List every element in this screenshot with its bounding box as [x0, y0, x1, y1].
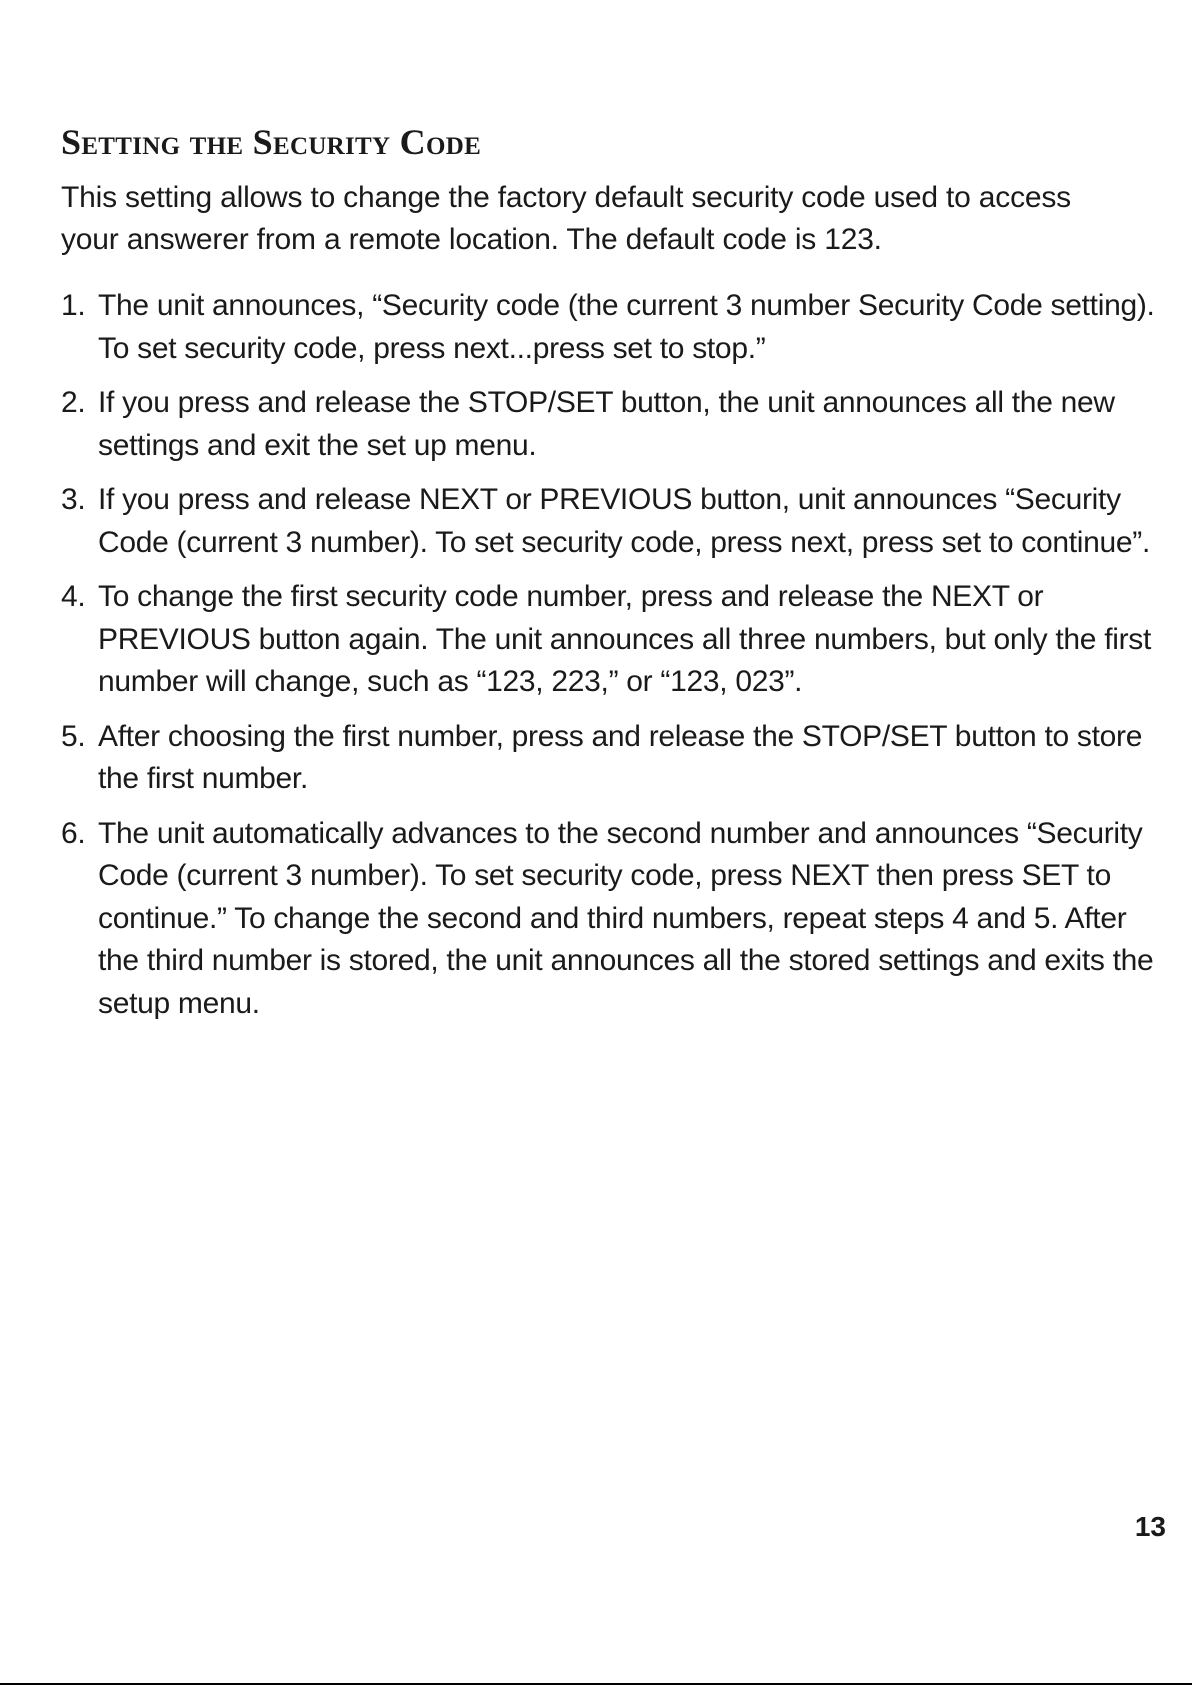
step-number: 6.	[61, 816, 86, 850]
step-number: 3.	[61, 483, 86, 516]
step-item-5	[61, 716, 1171, 801]
step-text: If you press and release the STOP/SET button, the unit announces all the new settings and exit the set up menu.	[98, 386, 1115, 462]
step-text: After choosing the first number, press and release the STOP/SET button to store the first number.	[98, 719, 1143, 795]
step-number: 5.	[61, 719, 86, 753]
step-item-1	[61, 285, 1171, 370]
step-item-4	[61, 576, 1171, 704]
step-item-6	[61, 813, 1171, 1026]
step-number: 4.	[61, 580, 86, 613]
step-item-2	[61, 382, 1171, 467]
steps-list	[61, 285, 1171, 1037]
step-number: 2.	[61, 386, 86, 419]
step-text: If you press and release NEXT or PREVIOUS button, unit announces “Security Code (current 3 number). To set security code, press next, press set to continue”.	[98, 483, 1151, 559]
step-text: The unit automatically advances to the second number and announces “Security Code (current 3 number). To set security code, press NEXT then press SET to continue.” To change the second and third numbers, repeat steps 4 and 5. After the third number is stored, the unit announces all the stored settings and exits the setup menu.	[98, 816, 1154, 1020]
page-number: 13	[1134, 1511, 1166, 1542]
step-text: The unit announces, “Security code (the current 3 number Security Code setting). To set security code, press next...press set to stop.”	[98, 289, 1155, 365]
step-text: To change the first security code number, press and release the NEXT or PREVIOUS button again. The unit announces all three numbers, but only the first number will change, such as “123, 223,” or “123, 023”.	[98, 580, 1152, 698]
step-number: 1.	[61, 289, 86, 322]
step-item-3	[61, 479, 1171, 564]
section-heading: Setting the Security Code	[61, 122, 482, 162]
intro-paragraph: This setting allows to change the factory default security code used to access your answerer from a remote location. The default code is 123.	[61, 181, 1071, 256]
